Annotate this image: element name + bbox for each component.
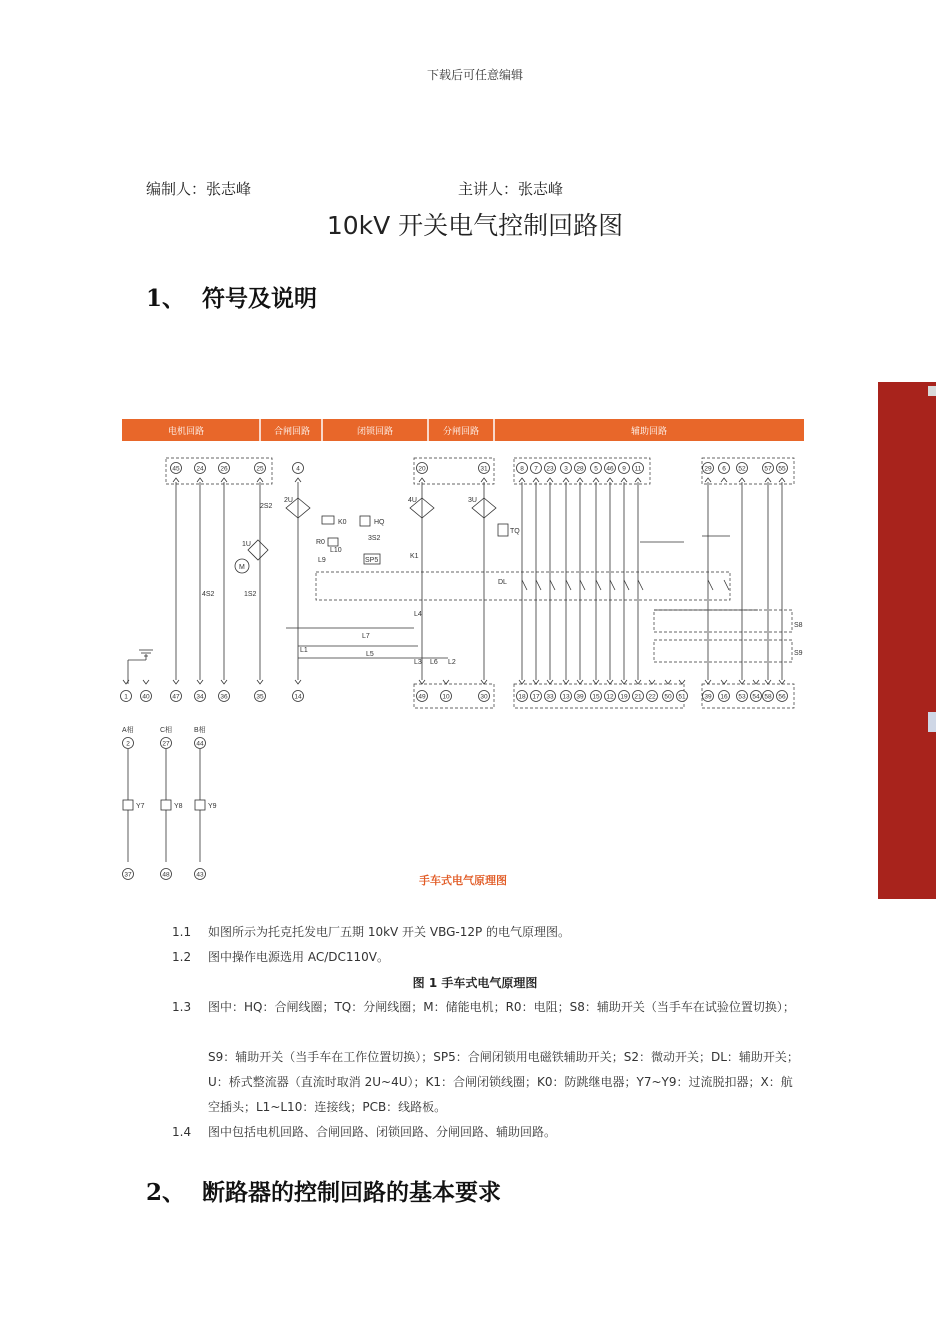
band-label: 闭锁回路	[356, 426, 394, 436]
label-l3: L3	[414, 659, 422, 666]
coil-label: Y7	[136, 803, 145, 810]
bottom-terminal	[531, 691, 542, 702]
rectifier-4u	[408, 497, 434, 518]
top-terminal	[417, 463, 428, 474]
svg-text:17: 17	[532, 693, 540, 701]
svg-text:36: 36	[220, 693, 228, 701]
top-terminal	[605, 463, 616, 474]
label-l2: L2	[448, 659, 456, 666]
bottom-terminal	[677, 691, 688, 702]
band-label: 合闸回路	[273, 426, 311, 436]
bottom-terminal	[777, 691, 788, 702]
top-terminal	[719, 463, 730, 474]
svg-text:21: 21	[634, 693, 642, 701]
paragraph-1-3-cont	[172, 1045, 812, 1120]
top-terminal	[219, 463, 230, 474]
figure-caption: 图 1 手车式电气原理图	[412, 976, 538, 990]
top-terminal	[633, 463, 644, 474]
top-terminal	[517, 463, 528, 474]
motor-circuit	[235, 503, 273, 573]
svg-text:52: 52	[738, 465, 746, 473]
svg-text:13: 13	[562, 693, 570, 701]
svg-text:4: 4	[296, 465, 300, 473]
coil-label: Y8	[174, 803, 183, 810]
label-motor: M	[239, 564, 245, 571]
svg-text:35: 35	[256, 693, 264, 701]
svg-text:55: 55	[778, 465, 786, 473]
label-s8: S8	[794, 622, 803, 629]
paragraph-1-2	[172, 945, 812, 970]
svg-text:45: 45	[172, 465, 180, 473]
section-heading-2	[146, 1174, 746, 1206]
closing-coil	[316, 516, 419, 564]
section-number: 2、	[146, 1179, 186, 1206]
label-3s2: 3S2	[368, 535, 381, 542]
svg-text:46: 46	[606, 465, 614, 473]
svg-text:7: 7	[534, 465, 538, 473]
label-k0: K0	[338, 519, 347, 526]
svg-text:30: 30	[480, 693, 488, 701]
svg-text:44: 44	[196, 740, 204, 748]
phase-terminal-top	[123, 738, 134, 749]
svg-text:43: 43	[196, 871, 204, 879]
svg-text:56: 56	[778, 693, 786, 701]
bottom-terminal	[545, 691, 556, 702]
phase-terminal-bottom	[195, 869, 206, 880]
bottom-terminal	[605, 691, 616, 702]
svg-text:26: 26	[220, 465, 228, 473]
label-k1: K1	[410, 553, 419, 560]
svg-text:15: 15	[592, 693, 600, 701]
header-note: 下载后可任意编辑	[426, 68, 523, 82]
bottom-terminal	[517, 691, 528, 702]
label-sp5: SP5	[365, 557, 379, 564]
label-3u: 3U	[468, 497, 477, 504]
label-l4: L4	[414, 611, 422, 618]
svg-text:1: 1	[124, 693, 128, 701]
phase-terminal-top	[161, 738, 172, 749]
label-r0: R0	[316, 539, 325, 546]
bottom-terminal	[763, 691, 774, 702]
band-label: 辅助回路	[630, 426, 668, 436]
label-l1: L1	[300, 647, 308, 654]
label-l5: L5	[366, 651, 374, 658]
top-terminal	[531, 463, 542, 474]
svg-text:31: 31	[480, 465, 488, 473]
label-2u: 2U	[284, 497, 293, 504]
bottom-terminal	[195, 691, 206, 702]
top-terminal	[703, 463, 714, 474]
svg-text:16: 16	[720, 693, 728, 701]
paragraph-text: 如图所示为托克托发电厂五期 10kV 开关 VBG-12P 的电气原理图。	[208, 925, 571, 939]
svg-text:33: 33	[546, 693, 554, 701]
label-l7: L7	[362, 633, 370, 640]
svg-text:37: 37	[124, 871, 132, 879]
electrical-schematic	[118, 412, 808, 892]
paragraph-text: S9：辅助开关（当手车在工作位置切换）；SP5：合闸闭锁用电磁铁辅助开关；S2：微动开关；DL：辅助开关；U：桥式整流器（直流时取消 2U~4U）；K1：合闸闭锁线圈；K0：防跳继电器；Y7~Y9：过流脱扣器；X：航空插头；L1~L10：连接线；PCB：线路板。	[208, 1050, 799, 1114]
svg-text:39: 39	[704, 693, 712, 701]
paragraph-1-4	[172, 1120, 812, 1145]
svg-text:53: 53	[738, 693, 746, 701]
svg-text:14: 14	[294, 693, 302, 701]
bottom-terminal	[293, 691, 304, 702]
top-terminal	[575, 463, 586, 474]
top-terminal	[737, 463, 748, 474]
phase-terminal-bottom	[123, 869, 134, 880]
phase-terminal-bottom	[161, 869, 172, 880]
paragraph-number: 1.4	[172, 1125, 192, 1139]
bottom-terminal	[479, 691, 490, 702]
top-terminal	[479, 463, 490, 474]
svg-text:11: 11	[634, 465, 642, 473]
bottom-terminal	[633, 691, 644, 702]
top-terminal	[255, 463, 266, 474]
section-title: 符号及说明	[202, 285, 317, 312]
svg-text:25: 25	[256, 465, 264, 473]
svg-text:54: 54	[752, 693, 760, 701]
top-terminal	[777, 463, 788, 474]
label-l6: L6	[430, 659, 438, 666]
bottom-terminal	[719, 691, 730, 702]
band-label: 分闸回路	[442, 426, 480, 436]
bottom-terminal	[575, 691, 586, 702]
paragraph-text: 图中操作电源选用 AC/DC110V。	[208, 950, 389, 964]
bottom-terminal	[121, 691, 132, 702]
phase-terminal-top	[195, 738, 206, 749]
trip-coil	[161, 800, 171, 810]
scroll-up-icon[interactable]	[928, 386, 936, 396]
svg-text:3: 3	[564, 465, 568, 473]
svg-text:29: 29	[704, 465, 712, 473]
bottom-terminal	[703, 691, 714, 702]
svg-text:58: 58	[764, 693, 772, 701]
label-2s2: 2S2	[260, 503, 273, 510]
band-label: 电机回路	[167, 426, 205, 436]
top-terminal	[561, 463, 572, 474]
svg-text:34: 34	[196, 693, 204, 701]
svg-text:51: 51	[678, 693, 686, 701]
label-1u: 1U	[242, 541, 251, 548]
editor-label: 编制人：张志峰	[146, 180, 252, 198]
section-title: 断路器的控制回路的基本要求	[202, 1179, 501, 1206]
svg-text:49: 49	[418, 693, 426, 701]
svg-text:12: 12	[606, 693, 614, 701]
bottom-terminal	[219, 691, 230, 702]
svg-text:20: 20	[418, 465, 426, 473]
document-title: 10kV 开关电气控制回路图	[326, 211, 624, 240]
svg-text:28: 28	[576, 465, 584, 473]
svg-text:47: 47	[172, 693, 180, 701]
svg-text:2: 2	[126, 740, 130, 748]
svg-text:5: 5	[594, 465, 598, 473]
bottom-terminal	[417, 691, 428, 702]
svg-text:19: 19	[620, 693, 628, 701]
bottom-terminal	[647, 691, 658, 702]
rectifier-2u	[284, 497, 310, 518]
label-l10: L10	[330, 547, 342, 554]
paragraph-1-3	[172, 995, 812, 1045]
svg-text:39: 39	[576, 693, 584, 701]
top-terminal	[195, 463, 206, 474]
svg-text:6: 6	[722, 465, 726, 473]
bottom-terminal	[141, 691, 152, 702]
rectifier-3u	[468, 497, 520, 536]
svg-text:50: 50	[664, 693, 672, 701]
paragraph-text: 图中包括电机回路、合闸回路、闭锁回路、分闸回路、辅助回路。	[208, 1125, 557, 1139]
top-terminal	[545, 463, 556, 474]
phase-label: C相	[160, 727, 173, 734]
label-1s2: 1S2	[244, 591, 257, 598]
bottom-terminal	[441, 691, 452, 702]
svg-text:48: 48	[162, 871, 170, 879]
label-dl: DL	[498, 579, 507, 586]
section-number: 1、	[146, 285, 186, 312]
top-terminal	[171, 463, 182, 474]
svg-text:22: 22	[648, 693, 656, 701]
svg-text:23: 23	[546, 465, 554, 473]
bottom-terminal	[171, 691, 182, 702]
top-terminal	[591, 463, 602, 474]
label-l9: L9	[318, 557, 326, 564]
svg-text:18: 18	[518, 693, 526, 701]
paragraph-1-1	[172, 920, 812, 945]
diagram-caption: 手车式电气原理图	[419, 875, 507, 887]
label-tq: TQ	[510, 528, 520, 535]
phase-label: B相	[194, 727, 206, 734]
top-terminal	[763, 463, 774, 474]
bottom-terminal	[751, 691, 762, 702]
svg-text:8: 8	[520, 465, 524, 473]
side-panel-bar[interactable]	[878, 382, 936, 899]
svg-text:9: 9	[622, 465, 626, 473]
svg-text:24: 24	[196, 465, 204, 473]
bottom-terminal	[561, 691, 572, 702]
ground-icon	[128, 650, 153, 684]
bottom-terminal	[663, 691, 674, 702]
label-4u: 4U	[408, 497, 417, 504]
speaker-label: 主讲人：张志峰	[458, 180, 564, 198]
trip-coil	[195, 800, 205, 810]
phase-label: A相	[122, 727, 134, 734]
top-terminal	[293, 463, 304, 474]
scrollbar-thumb[interactable]	[928, 712, 936, 732]
svg-text:57: 57	[764, 465, 772, 473]
trip-coil	[123, 800, 133, 810]
bottom-terminal	[591, 691, 602, 702]
bottom-terminal	[255, 691, 266, 702]
label-hq: HQ	[374, 519, 385, 526]
coil-label: Y9	[208, 803, 217, 810]
circuit-band-header	[122, 419, 804, 441]
svg-text:10: 10	[442, 693, 450, 701]
label-s9: S9	[794, 650, 803, 657]
paragraph-number: 1.1	[172, 925, 192, 939]
svg-text:40: 40	[142, 693, 150, 701]
section-heading-1	[146, 280, 746, 312]
paragraph-number: 1.2	[172, 950, 192, 964]
paragraph-number: 1.3	[172, 1000, 192, 1014]
top-terminal	[619, 463, 630, 474]
bottom-terminal	[619, 691, 630, 702]
svg-text:27: 27	[162, 740, 170, 748]
paragraph-text: 图中：HQ：合闸线圈；TQ：分闸线圈；M：储能电机；R0：电阻；S8：辅助开关（当手车在试验位置切换）；	[208, 1000, 795, 1014]
bottom-terminal	[737, 691, 748, 702]
label-4s2: 4S2	[202, 591, 215, 598]
